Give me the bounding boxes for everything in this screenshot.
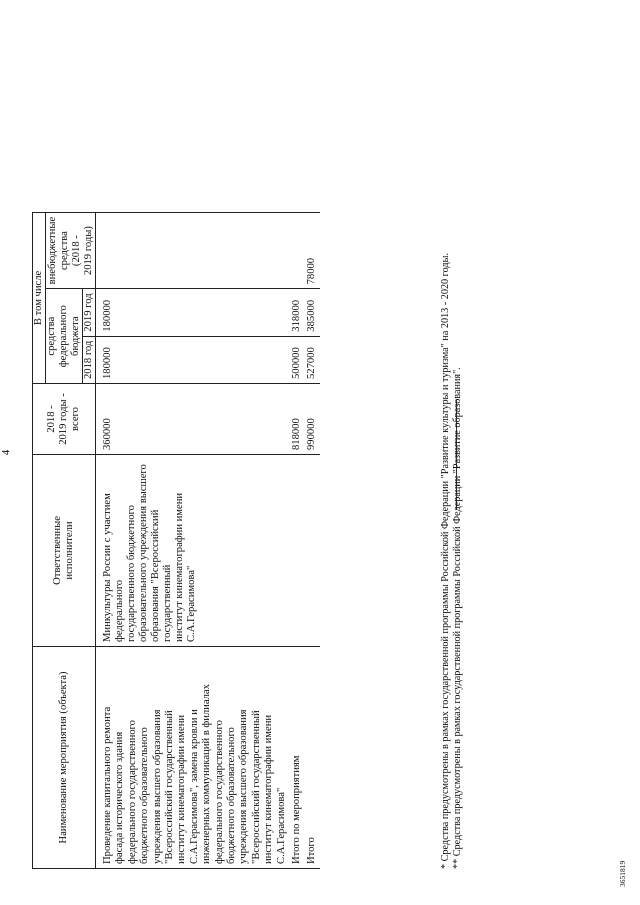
row-total: 360000 bbox=[96, 384, 289, 455]
row-offbudget bbox=[96, 212, 289, 289]
row-executors bbox=[288, 455, 303, 647]
row-offbudget: 78000 bbox=[303, 212, 320, 289]
row-2019: 318000 bbox=[288, 289, 303, 336]
header-total: 2018 - 2019 годы - всего bbox=[33, 384, 96, 455]
header-offbudget: внебюджетные средства (2018 - 2019 годы) bbox=[46, 212, 96, 289]
row-2018: 180000 bbox=[96, 336, 289, 383]
header-year-2019: 2019 год bbox=[83, 289, 96, 336]
row-name: Итого bbox=[303, 647, 320, 869]
row-total: 818000 bbox=[288, 384, 303, 455]
footnote-2: ** Средства предусмотрены в рамках государственной программы Российской Федерации "Развитие образования". bbox=[452, 367, 463, 869]
row-name: Проведение капитального ремонта фасада исторического здания федерального государственного бюджетного образовательного учреждения высшего образования "Всероссийский государственный институт кинематографии имени С.А.Герасимова", замена кровли и инженерных коммуникаций в филиалах федерального государственного бюджетного образовательного учреждения высшего образования "Всероссийский государственный институт кинематографии имени С.А.Герасимова" bbox=[96, 647, 289, 869]
header-federal-budget: средства федерального бюджета bbox=[46, 289, 83, 384]
row-total: 990000 bbox=[303, 384, 320, 455]
header-year-2018: 2018 год bbox=[83, 336, 96, 383]
header-name: Наименование мероприятия (объекта) bbox=[33, 647, 96, 869]
row-offbudget bbox=[288, 212, 303, 289]
header-including: В том числе bbox=[33, 212, 46, 383]
header-executors: Ответственные исполнители bbox=[33, 455, 96, 647]
table-row bbox=[303, 212, 320, 868]
row-2018: 527000 bbox=[303, 336, 320, 383]
row-2019: 385000 bbox=[303, 289, 320, 336]
table-row bbox=[288, 212, 303, 868]
row-executors: Минкультуры России с участием федерального государственного бюджетного образовательного учреждения высшего образования "Всероссийский государственный институт кинематографии имени С.А.Герасимова" bbox=[96, 455, 289, 647]
document-id: 3651819 bbox=[618, 860, 627, 887]
footnote-1: * Средства предусмотрены в рамках государственной программы Российской Федерации "Развитие культуры и туризма" на 2013 - 2020 годы. bbox=[440, 253, 451, 869]
funding-table bbox=[32, 212, 320, 869]
table-row bbox=[96, 212, 289, 868]
page-number: 4 bbox=[0, 449, 12, 456]
row-executors bbox=[303, 455, 320, 647]
row-2019: 180000 bbox=[96, 289, 289, 336]
row-2018: 500000 bbox=[288, 336, 303, 383]
row-name: Итого по мероприятиям bbox=[288, 647, 303, 869]
